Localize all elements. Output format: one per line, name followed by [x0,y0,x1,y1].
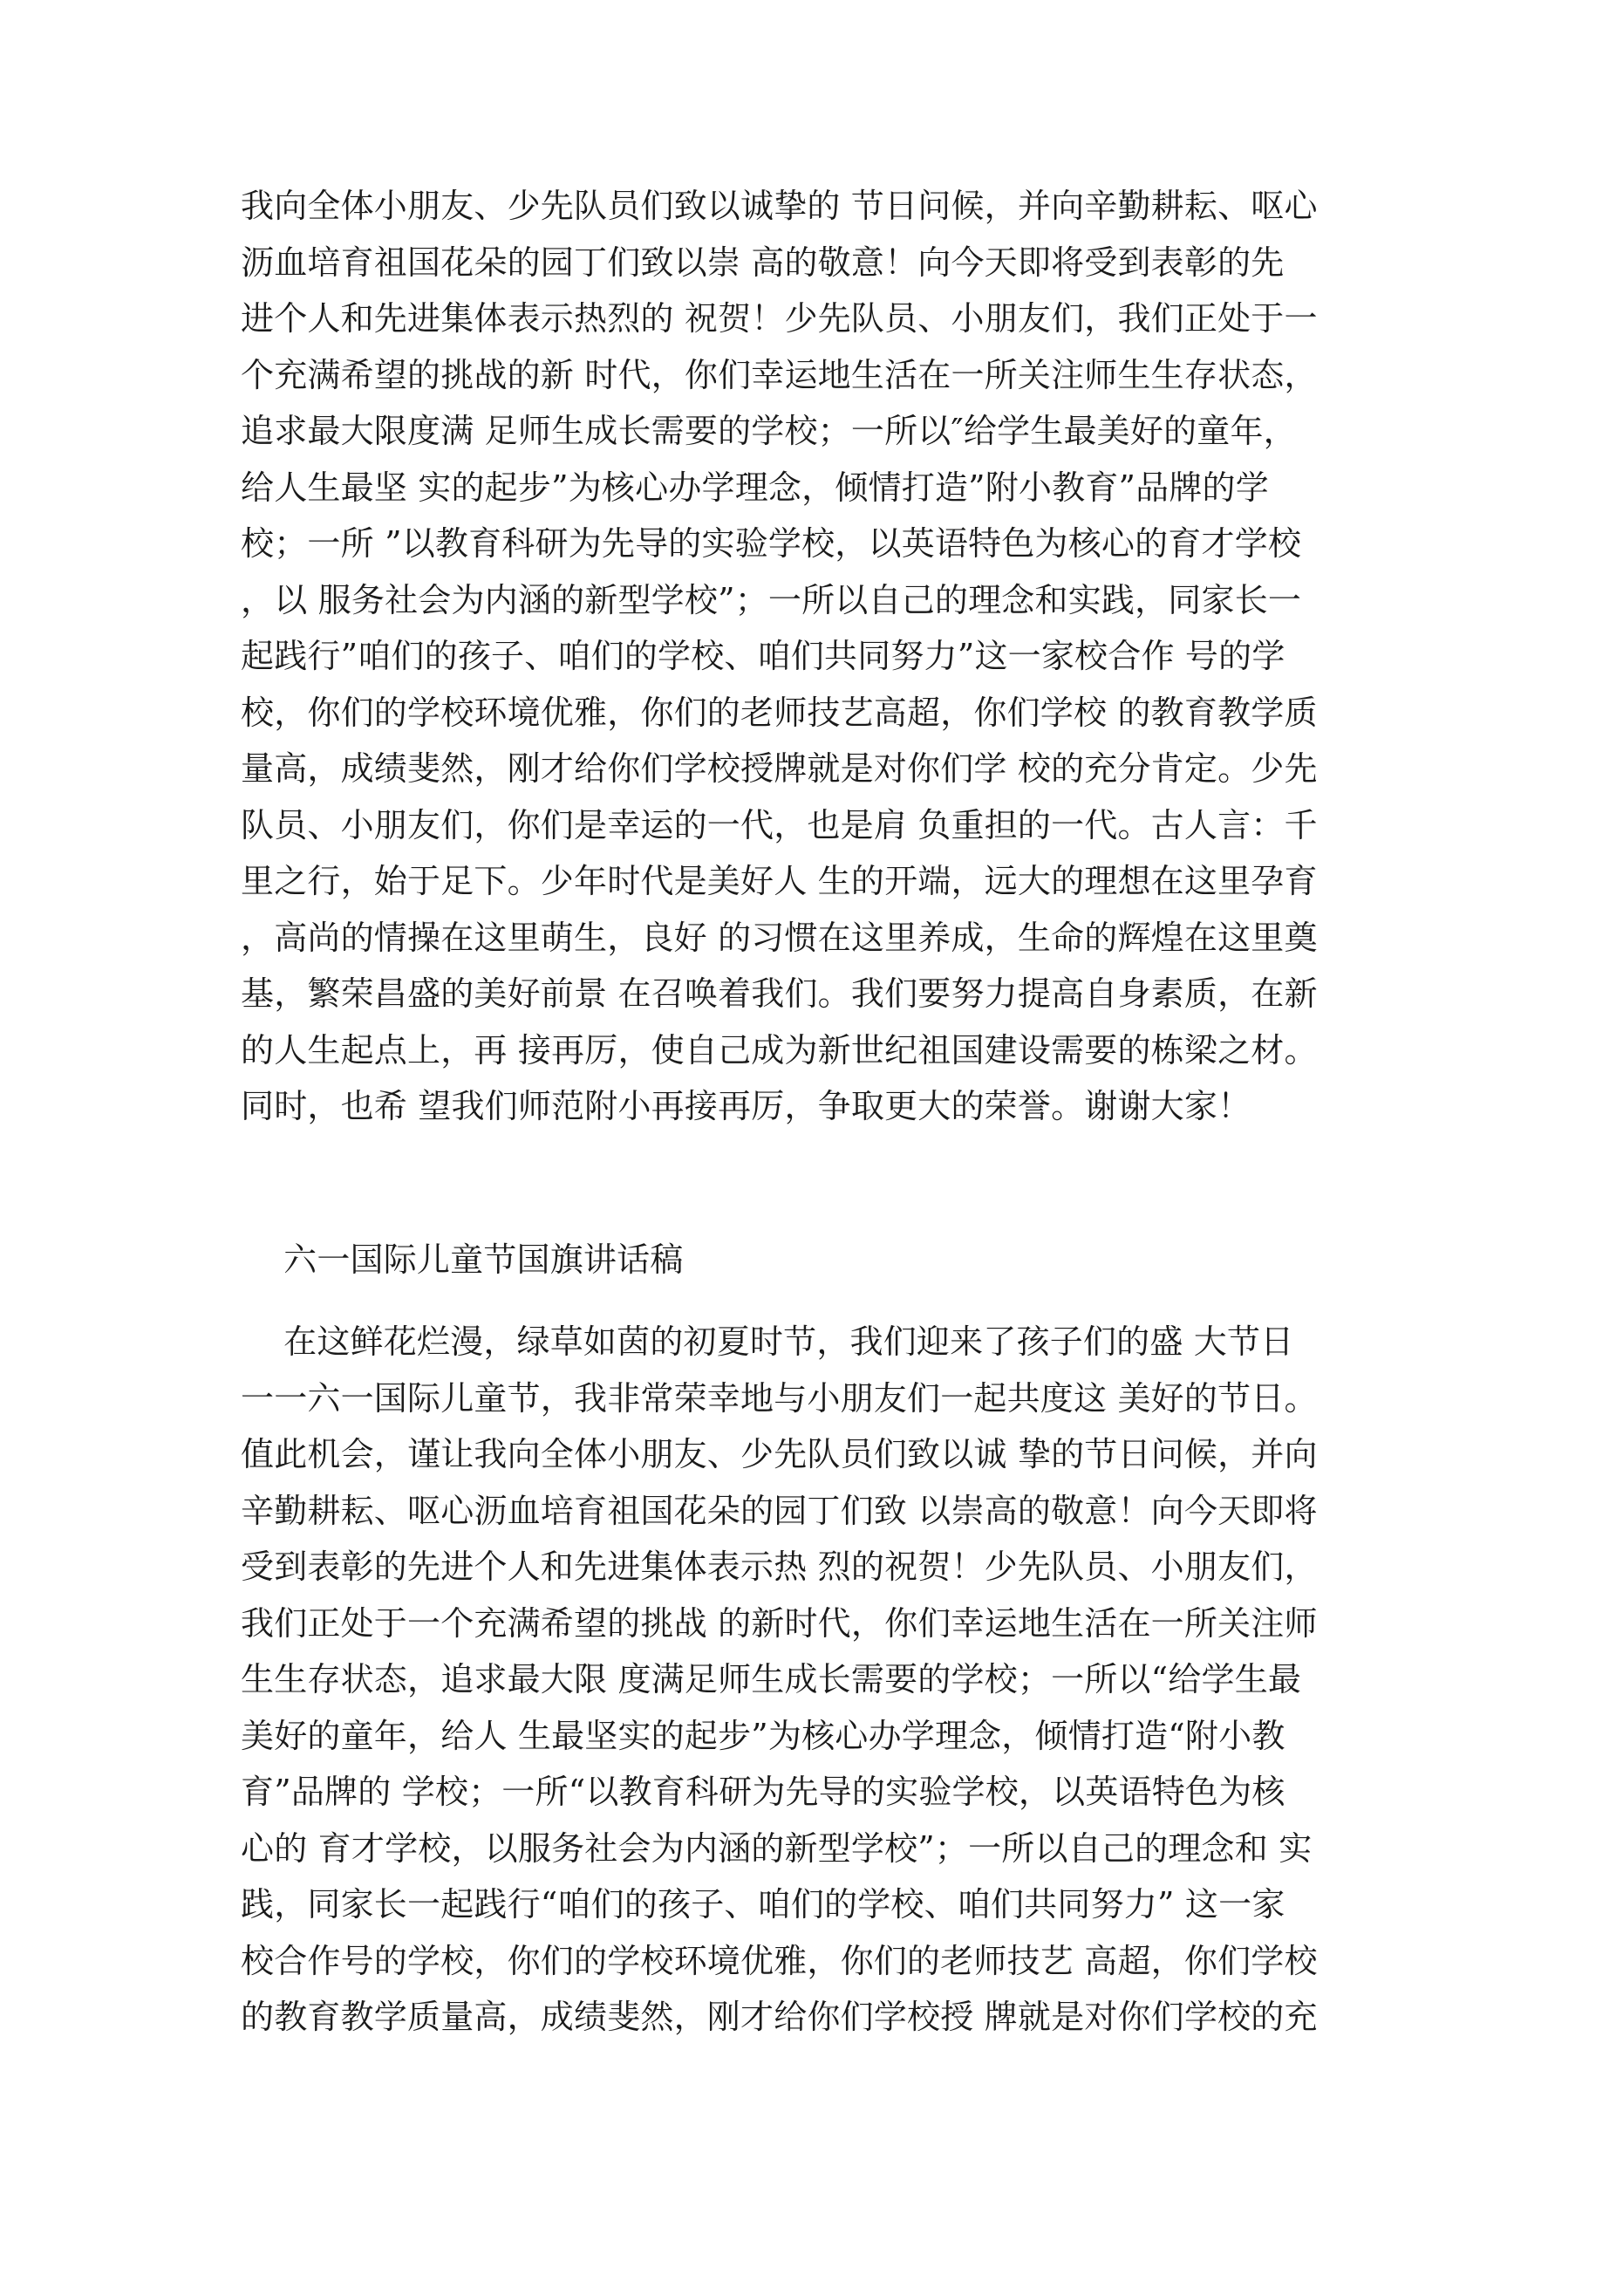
paragraph-2 [241,1314,1427,2046]
text-line: 生生存状态，追求最大限 度满足师生成长需要的学校；一所以“给学生最 [241,1660,1302,1698]
text-line: 量高，成绩斐然，刚才给你们学校授牌就是对你们学 校的充分肯定。少先 [241,749,1318,788]
text-line: ，高尚的情操在这里萌生，良好 的习惯在这里养成，生命的辉煌在这里奠 [241,918,1318,957]
text-line: 进个人和先进集体表示热烈的 祝贺！少先队员、小朋友们，我们正处于一 [241,299,1318,338]
text-line: 我向全体小朋友、少先队员们致以诚挚的 节日问候，并向辛勤耕耘、呕心 [241,187,1318,225]
text-line: 校；一所 ”以教育科研为先导的实验学校，以英语特色为核心的育才学校 [241,524,1302,563]
text-line: 追求最大限度满 足师生成长需要的学校；一所以″给学生最美好的童年， [241,412,1297,450]
text-line: 队员、小朋友们，你们是幸运的一代，也是肩 负重担的一代。古人言：千 [241,805,1318,844]
text-line: 值此机会，谨让我向全体小朋友、少先队员们致以诚 挚的节日问候，并向 [241,1435,1318,1473]
text-line: 我们正处于一个充满希望的挑战 的新时代，你们幸运地生活在一所关注师 [241,1603,1318,1643]
text-line: 里之行，始于足下。少年时代是美好人 生的开端，远大的理想在这里孕育 [241,862,1318,900]
text-line: 的教育教学质量高，成绩斐然，刚才给你们学校授 牌就是对你们学校的充 [241,1998,1318,2036]
text-line: 育”品牌的 学校；一所“以教育科研为先导的实验学校，以英语特色为核 [241,1773,1285,1811]
text-line: 心的 育才学校，以服务社会为内涵的新型学校”；一所以自己的理念和 实 [241,1828,1313,1868]
text-line: 辛勤耕耘、呕心沥血培育祖国花朵的园丁们致 以崇高的敬意！向今天即将 [241,1491,1318,1530]
text-line: 给人生最坚 实的起步”为核心办学理念，倾情打造”附小教育”品牌的学 [241,468,1269,507]
text-line: 沥血培育祖国花朵的园丁们致以崇 高的敬意！向今天即将受到表彰的先 [241,243,1285,282]
text-line: 在这鲜花烂漫，绿草如茵的初夏时节，我们迎来了孩子们的盛 大节日 [241,1322,1294,1361]
text-line: 校合作号的学校，你们的学校环境优雅，你们的老师技艺 高超，你们学校 [241,1941,1318,1980]
text-line: 美好的童年，给人 生最坚实的起步”为核心办学理念，倾情打造“附小教 [241,1716,1285,1755]
paragraph-1 [241,178,1427,1135]
text-line: ，以 服务社会为内涵的新型学校”；一所以自己的理念和实践，同家长一 [241,580,1302,619]
text-line: 基，繁荣昌盛的美好前景 在召唤着我们。我们要努力提高自身素质，在新 [241,974,1318,1013]
text-line: 一一六一国际儿童节，我非常荣幸地与小朋友们一起共度这 美好的节日。 [241,1378,1318,1418]
text-line: 个充满希望的挑战的新 时代，你们幸运地生活在一所关注师生生存状态， [241,355,1318,394]
text-line: 践，同家长一起践行“咱们的孩子、咱们的学校、咱们共同努力” 这一家 [241,1885,1285,1924]
text-line: 同时，也希 望我们师范附小再接再厉，争取更大的荣誉。谢谢大家！ [241,1087,1251,1125]
section-title: 六一国际儿童节国旗讲话稿 [241,1240,684,1279]
text-line: 起践行”咱们的孩子、咱们的学校、咱们共同努力”这一家校合作 号的学 [241,637,1285,675]
text-line: 受到表彰的先进个人和先进集体表示热 烈的祝贺！少先队员、小朋友们， [241,1548,1318,1586]
section-heading [241,1232,1427,1288]
text-line: 校，你们的学校环境优雅，你们的老师技艺高超，你们学校 的教育教学质 [241,693,1318,732]
text-line: 的人生起点上，再 接再厉，使自己成为新世纪祖国建设需要的栋梁之材。 [241,1030,1318,1069]
